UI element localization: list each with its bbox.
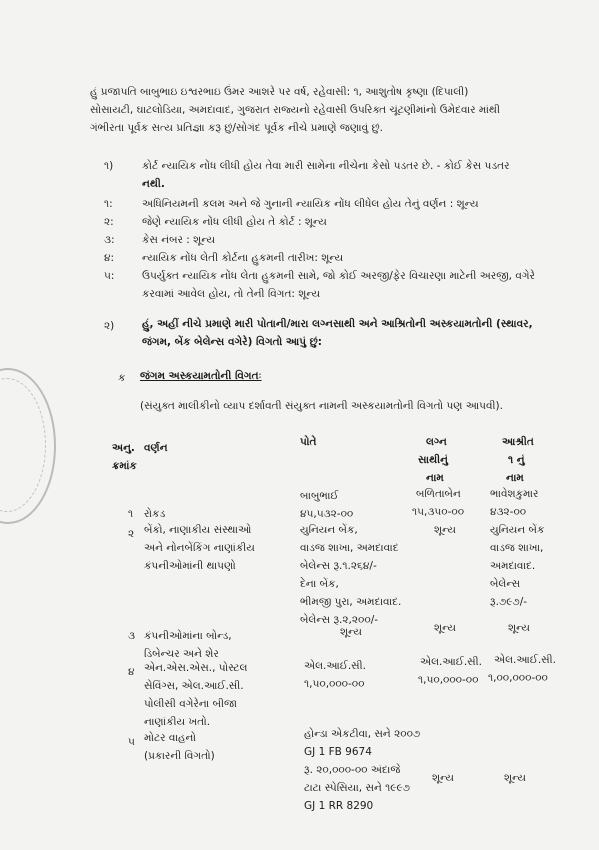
row-self-value: બેલેન્સ રૂ.૧.૨૬૪/- xyxy=(300,560,377,572)
row-description: બેંકો, નાણાકીય સંસ્થાઓ xyxy=(144,524,252,536)
row-dependent-value: એલ.આઈ.સી. xyxy=(494,654,556,666)
row-dependent-value: બેલેન્સ xyxy=(490,578,521,590)
row-self-value: યુનિયન બેંક, xyxy=(300,524,358,536)
row-description: સેવિંગ્સ, એલ.આઈ.સી. xyxy=(144,680,244,692)
header-dependent-2: ૧ નું xyxy=(508,454,525,466)
section-1-text-1: કોર્ટ ન્યાયિક નોંધ લીધી હોય તેવા મારી સામેના નીચેના કેસો પડતર છે. - કોઈ કેસ પડતર xyxy=(142,160,510,172)
row-self-value: વાડજ શાખા, અમદાવાદ xyxy=(300,542,399,554)
subsection-title: જંગમ અસ્કયામતોની વિગતઃ xyxy=(140,370,262,382)
item-text: જેણે ન્યાયિક નોંધ લીધી હોય તે કોર્ટ : શૂન્ય xyxy=(142,216,327,228)
item-number: ૩: xyxy=(104,234,115,246)
row-dependent-value: અમદાવાદ. xyxy=(490,560,536,572)
row-self-value: ભીમજી પુરા, અમદાવાદ. xyxy=(300,596,402,608)
row-spouse-value: શૂન્ય xyxy=(432,772,454,784)
row-description: કંપનીઓમાંની થાપણો xyxy=(144,560,236,572)
item-number: ૫: xyxy=(104,270,115,282)
header-spouse-3: નામ xyxy=(426,472,444,484)
row-description: મોટર વાહનો xyxy=(144,732,196,744)
item-text: અધિનિયમની કલમ અને જે ગુનાની ન્યાયિક નોંધ લીધેલ હોય તેનું વર્ણન : શૂન્ય xyxy=(142,198,479,210)
section-2-text-2: જંગમ, બેંક બેલેન્સ વગેરે) વિગતો આપું છું: xyxy=(142,336,322,348)
intro-line-1: હું પ્રજાપતિ બાબુભાઇ ઇશ્વરભાઇ ઉંમર આશરે પર વર્ષ, રહેવાસી: ૧, આશુતોષ કૃષ્ણા (દિપાલી) xyxy=(90,86,469,98)
row-number: ૫ xyxy=(128,736,135,748)
item-text: કેસ નંબર : શૂન્ય xyxy=(142,234,216,246)
row-self-value: ટાટા સ્પેસિયા, સને ૧૯૯૭ xyxy=(304,782,410,794)
section-2-text-1: હું, અહીં નીચે પ્રમાણે મારી પોતાની/મારા લગ્નસાથી અને આશ્રિતોની અસ્કયામતોની (સ્થાવર, xyxy=(142,318,533,330)
name-spouse: બળિતાબેન xyxy=(416,488,461,500)
row-dependent-value: વાડજ શાખા, xyxy=(490,542,544,554)
section-1-text-2: નથી. xyxy=(142,178,165,190)
row-dependent-value: યુનિયન બેંક xyxy=(490,524,545,536)
intro-line-3: ગંભીરતા પૂર્વક સત્ય પ્રતિજ્ઞા કરૂ છું/સોગંદ પૂર્વક નીચે પ્રમાણે જણાવું છું. xyxy=(90,122,383,134)
row-spouse-value: ૧૫,૩૫૦-૦૦ xyxy=(412,506,465,518)
section-1-number: ૧) xyxy=(104,160,114,172)
item-number: ૧: xyxy=(104,198,113,210)
row-number: ૪ xyxy=(128,666,135,678)
item-text: ન્યાયિક નોંધ લેતી કોર્ટના હુકમની તારીખ: શૂન્ય xyxy=(142,252,344,264)
row-self-value: રૂ. ૨૦,૦૦૦-૦૦ અંદાજે xyxy=(304,764,401,776)
row-dependent-value: શૂન્ય xyxy=(508,622,530,634)
row-dependent-value: ૪૩૨-૦૦ xyxy=(490,506,527,518)
row-self-value: ૪૫,૫૩૨-૦૦ xyxy=(300,508,354,520)
name-self: બાબુભાઈ xyxy=(300,490,339,502)
item-text-cont: કરવામાં આવેલ હોય, તો તેની વિગત: શૂન્ય xyxy=(142,288,321,300)
row-dependent-value: શૂન્ય xyxy=(504,772,526,784)
header-num-2: ક્રમાંક xyxy=(112,460,137,472)
subsection-note: (સંયુક્ત માલીકીનો વ્યાપ દર્શાવતી સંયુક્ત નામની અસ્કયામતોની વિગતો પણ આપવી). xyxy=(140,400,503,412)
row-self-value: GJ 1 RR 8290 xyxy=(304,800,374,812)
row-description: નાણાંકીય ખતો. xyxy=(144,716,211,728)
row-description: એન.એસ.એસ., પોસ્ટલ xyxy=(144,662,248,674)
item-number: ૨: xyxy=(104,216,114,228)
row-self-value: શૂન્ય xyxy=(340,626,362,638)
row-self-value: ૧,૫૦,૦૦૦-૦૦ xyxy=(304,678,365,690)
row-self-value: એલ.આઈ.સી. xyxy=(304,660,366,672)
row-description: રોકડ xyxy=(144,508,166,520)
name-dependent: ભાવેશકુમાર xyxy=(490,488,539,500)
header-description: વર્ણન xyxy=(144,442,168,454)
row-spouse-value: શૂન્ય xyxy=(434,524,456,536)
row-description: કંપનીઓમાંના બોન્ડ, xyxy=(144,630,232,642)
row-number: ૧ xyxy=(128,508,134,520)
row-self-value: GJ 1 FB 9674 xyxy=(304,746,372,758)
row-description: ડિબેન્ચર અને શેર xyxy=(144,648,219,660)
header-spouse-1: લગ્ન xyxy=(426,436,447,448)
header-dependent-1: આશ્રીત xyxy=(502,436,534,448)
header-dependent-3: નામ xyxy=(506,472,524,484)
row-dependent-value: રૂ.૭૯૭/- xyxy=(490,596,528,608)
section-2-number: ૨) xyxy=(104,320,115,332)
row-number: ૨ xyxy=(128,528,135,540)
row-number: ૩ xyxy=(128,630,135,642)
intro-line-2: સોસાયટી, ઘાટલોડિયા, અમદાવાદ, ગુજરાત રાજ્યનો રહેવાસી ઉપરિક્ત ચૂંટણીમાંનો ઉમેદવાર માંથી xyxy=(90,104,500,116)
item-number: ૪: xyxy=(104,252,115,264)
row-self-value: હોન્ડા એકટીવા, સને ૨૦૦૭ xyxy=(304,728,421,740)
row-description: (પ્રકારની વિગતો) xyxy=(144,750,215,762)
row-self-value: બેલેન્સ રૂ.૨,૨૦૦/- xyxy=(300,614,379,626)
row-dependent-value: ૧,૦૦,૦૦૦-૦૦ xyxy=(488,672,548,684)
header-num-1: અનુ. xyxy=(112,442,135,454)
item-text: ઉપર્યુક્ત ન્યાયિક નોંધ લેતા હુકમની સામે, જો કોઈ અરજી/ફેર વિચારણા માટેની અરજી, વગેરે xyxy=(142,270,535,282)
row-description: પોલીસી વગેરેના બીજા xyxy=(144,698,238,710)
row-spouse-value: ૧,૫૦,૦૦૦-૦૦ xyxy=(418,674,479,686)
row-description: અને નોનબેંકિંગ નાણાંકીય xyxy=(144,542,255,554)
subsection-number: ક xyxy=(118,372,126,384)
row-spouse-value: એલ.આઈ.સી. xyxy=(420,656,482,668)
header-spouse-2: સાથીનું xyxy=(418,454,448,466)
header-self: પોતે xyxy=(300,436,317,448)
row-self-value: દેના બેંક, xyxy=(300,578,339,590)
row-spouse-value: શૂન્ય xyxy=(434,622,456,634)
